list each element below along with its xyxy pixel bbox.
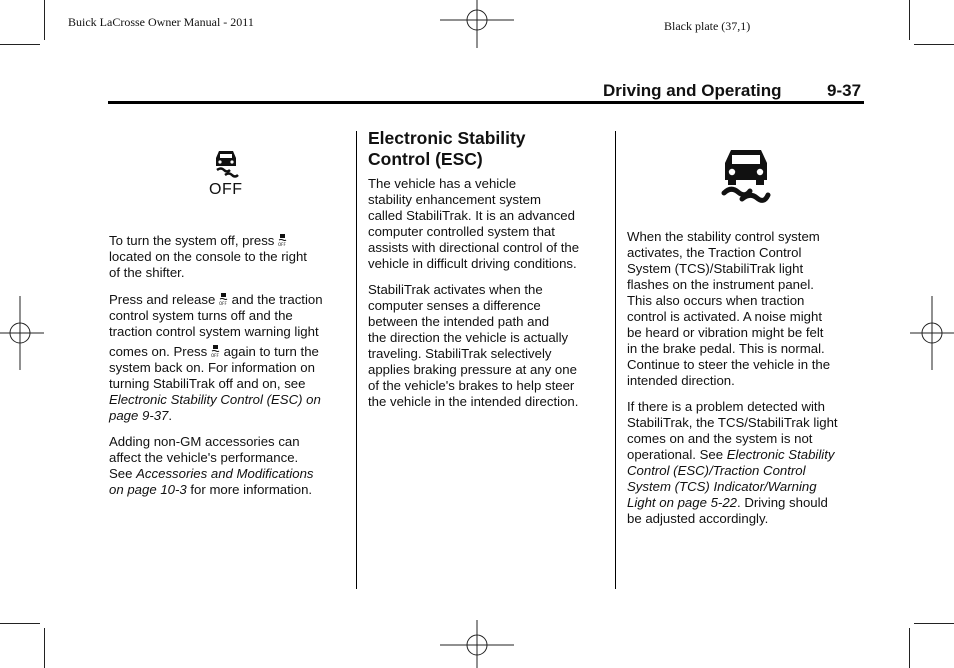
registration-mark-icon xyxy=(440,0,514,48)
text-line: Continue to steer the vehicle in the xyxy=(627,357,831,372)
cross-reference-link[interactable]: Electronic Stability xyxy=(726,447,835,462)
stabilitrak-warning-icon xyxy=(720,147,772,203)
text-line: StabiliTrak, the TCS/StabiliTrak light xyxy=(627,415,838,430)
text-line xyxy=(109,408,349,424)
registration-mark-icon xyxy=(910,296,954,370)
text-line: control is activated. A noise might xyxy=(627,309,822,324)
traction-control-off-icon xyxy=(214,148,240,178)
right-column xyxy=(627,229,867,537)
cross-reference-link[interactable]: Electronic Stability Control (ESC) on xyxy=(109,392,321,407)
heading-line: Electronic Stability xyxy=(368,128,526,148)
registration-mark-icon xyxy=(440,620,514,668)
text-line: affect the vehicle's performance. xyxy=(109,450,299,465)
text-line: When the stability control system xyxy=(627,229,820,244)
text-line: located on the console to the right xyxy=(109,249,307,264)
text-line xyxy=(109,233,349,249)
paragraph xyxy=(109,233,349,281)
manual-title: Buick LaCrosse Owner Manual - 2011 xyxy=(68,15,254,29)
text-line: traveling. StabiliTrak selectively xyxy=(368,346,552,361)
text-line: traction control system warning light xyxy=(109,324,319,339)
heading-line: Control (ESC) xyxy=(368,149,483,169)
header-rule xyxy=(108,101,864,104)
traction-off-button-icon xyxy=(219,292,228,306)
text-line: of the shifter. xyxy=(109,265,185,280)
text-line: Adding non-GM accessories can xyxy=(109,434,300,449)
text-line: turning StabiliTrak off and on, see xyxy=(109,376,306,391)
text-line: This also occurs when traction xyxy=(627,293,805,308)
cross-reference-link[interactable]: on page 10-3 xyxy=(109,482,187,497)
text-line: be heard or vibration might be felt xyxy=(627,325,824,340)
text-run: operational. See xyxy=(627,447,727,462)
text-line: assists with directional control of the xyxy=(368,240,580,255)
svg-text:OFF: OFF xyxy=(218,301,227,306)
cross-reference-link[interactable]: Accessories and Modifications xyxy=(136,466,314,481)
text-line xyxy=(109,466,349,482)
svg-text:OFF: OFF xyxy=(210,353,219,358)
text-line xyxy=(109,344,349,360)
traction-off-button-icon xyxy=(211,344,220,358)
text-run: comes on. Press xyxy=(109,344,208,359)
crop-mark xyxy=(914,623,954,624)
text-run: for more information. xyxy=(186,482,313,497)
text-line: system back on. For information on xyxy=(109,360,315,375)
text-line: be adjusted accordingly. xyxy=(627,511,769,526)
text-line: the direction the vehicle is actually xyxy=(368,330,569,345)
text-line: applies braking pressure at any one xyxy=(368,362,577,377)
text-line: If there is a problem detected with xyxy=(627,399,825,414)
text-line: of the vehicle's brakes to help steer xyxy=(368,378,575,393)
paragraph xyxy=(109,434,349,498)
paragraph xyxy=(368,176,608,272)
crop-mark xyxy=(909,0,910,40)
text-run: Press and release xyxy=(109,292,216,307)
left-column xyxy=(109,233,349,508)
crop-mark xyxy=(44,0,45,40)
cross-reference-link[interactable]: System (TCS) Indicator/Warning xyxy=(627,479,817,494)
text-line: between the intended path and xyxy=(368,314,550,329)
text-line: control system turns off and the xyxy=(109,308,293,323)
paragraph xyxy=(368,282,608,410)
text-line: activates, the Traction Control xyxy=(627,245,802,260)
text-line xyxy=(627,495,867,511)
paragraph xyxy=(627,229,867,389)
text-line xyxy=(109,482,349,498)
text-run: and the traction xyxy=(231,292,323,307)
text-line: flashes on the instrument panel. xyxy=(627,277,814,292)
traction-off-button-icon xyxy=(278,233,287,247)
text-run: . Driving should xyxy=(737,495,828,510)
paragraph xyxy=(109,292,349,424)
section-title: Driving and Operating xyxy=(603,81,782,100)
text-line: computer senses a difference xyxy=(368,298,541,313)
section-heading xyxy=(368,128,608,170)
text-run: again to turn the xyxy=(223,344,319,359)
text-line: intended direction. xyxy=(627,373,735,388)
column-divider xyxy=(615,131,616,589)
cross-reference-link[interactable]: Control (ESC)/Traction Control xyxy=(627,463,806,478)
text-line: stability enhancement system xyxy=(368,192,541,207)
cross-reference-link[interactable]: page 9-37 xyxy=(109,408,169,423)
text-run: See xyxy=(109,466,137,481)
text-line xyxy=(627,447,867,463)
text-line: the vehicle in the intended direction. xyxy=(368,394,579,409)
paragraph xyxy=(627,399,867,527)
registration-mark-icon xyxy=(0,296,44,370)
crop-mark xyxy=(909,628,910,668)
svg-text:OFF: OFF xyxy=(278,242,286,247)
icon-off-label: OFF xyxy=(209,181,243,198)
cross-reference-link[interactable]: Light on page 5-22 xyxy=(627,495,737,510)
text-line: System (TCS)/StabiliTrak light xyxy=(627,261,804,276)
text-run: To turn the system off, press xyxy=(109,233,275,248)
crop-mark xyxy=(44,628,45,668)
text-line: The vehicle has a vehicle xyxy=(368,176,517,191)
text-line: called StabiliTrak. It is an advanced xyxy=(368,208,575,223)
crop-mark xyxy=(0,623,40,624)
crop-mark xyxy=(0,44,40,45)
section-header xyxy=(603,81,863,101)
plate-info: Black plate (37,1) xyxy=(664,19,751,33)
text-line: in the brake pedal. This is normal. xyxy=(627,341,825,356)
text-line: computer controlled system that xyxy=(368,224,555,239)
text-line: comes on and the system is not xyxy=(627,431,813,446)
text-run: . xyxy=(168,408,173,423)
crop-mark xyxy=(914,44,954,45)
page-number: 9-37 xyxy=(827,81,862,100)
column-divider xyxy=(356,131,357,589)
middle-column xyxy=(368,128,608,420)
text-line xyxy=(109,292,349,308)
text-line: StabiliTrak activates when the xyxy=(368,282,543,297)
text-line: vehicle in difficult driving conditions. xyxy=(368,256,577,271)
